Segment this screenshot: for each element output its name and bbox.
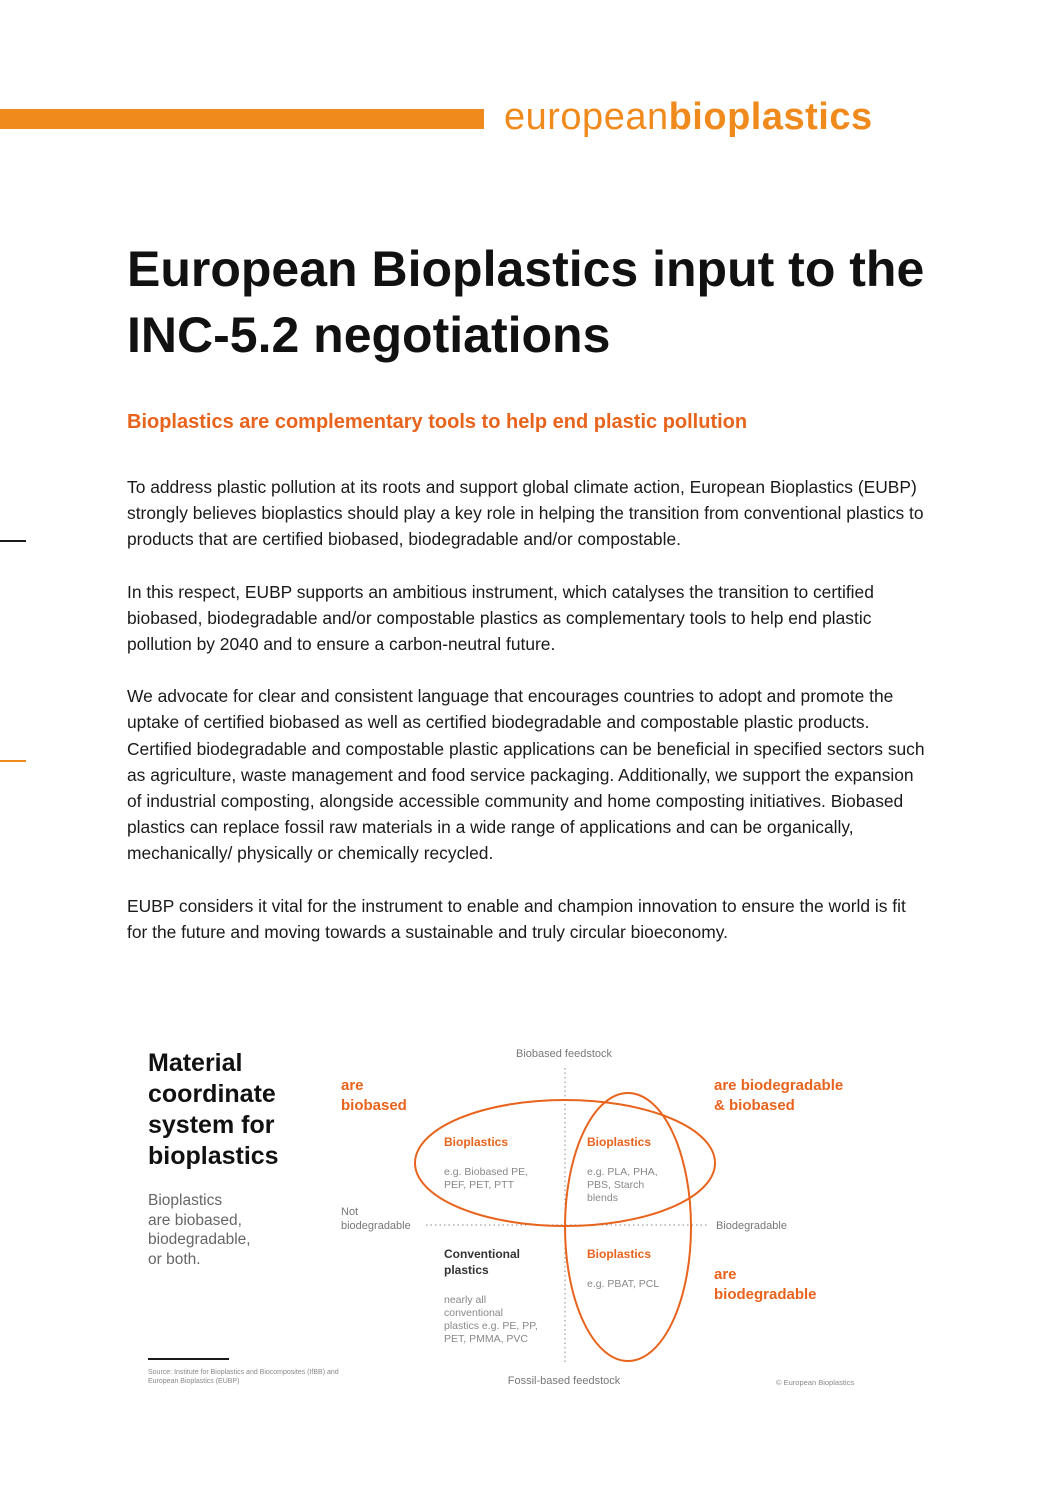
callout-biodegradable-line1: are	[714, 1266, 737, 1283]
quadrant-bottom-right-title: Bioplastics	[587, 1247, 652, 1261]
quadrant-top-right-text: PBS, Starch	[587, 1179, 645, 1191]
quadrant-bottom-left-text: plastics e.g. PE, PP,	[444, 1320, 538, 1332]
quadrant-bottom-right-text: e.g. PBAT, PCL	[587, 1278, 660, 1290]
axis-label-right: Biodegradable	[716, 1220, 787, 1232]
callout-biodegradable-line2: biodegradable	[714, 1286, 817, 1303]
paragraph: To address plastic pollution at its roots and support global climate action, European Bioplastics (EUBP) strongly believes bioplastics should play a key role in helping the transition from conventional plastics to products that are certified biobased, biodegradable and/or compostable.	[127, 477, 924, 550]
callout-both-line2: & biobased	[714, 1097, 795, 1114]
callout-biobased-line1: are	[341, 1077, 364, 1094]
quadrant-bottom-left-text: PET, PMMA, PVC	[444, 1333, 529, 1345]
callout-biobased-line2: biobased	[341, 1097, 407, 1114]
figure-description: Bioplastics are biobased, biodegradable, or both.	[148, 1192, 251, 1268]
callout-both-line1: are biodegradable	[714, 1077, 844, 1094]
quadrant-top-left-title: Bioplastics	[444, 1135, 509, 1149]
paragraph: In this respect, EUBP supports an ambitious instrument, which catalyses the transition to certified biobased, biodegradable and/or compostable plastics as complementary tools to help end plastic pollution by 2040 and to ensure a carbon-neutral future.	[127, 581, 874, 655]
axis-label-bottom: Fossil-based feedstock	[507, 1375, 621, 1387]
quadrant-top-right-text: blends	[587, 1192, 618, 1204]
quadrant-top-left-text: e.g. Biobased PE,	[444, 1166, 529, 1178]
brand-logo-bold: bioplastics	[668, 96, 873, 138]
page-subtitle: Bioplastics are complementary tools to help end plastic pollution	[127, 411, 748, 433]
paragraph: EUBP considers it vital for the instrument to enable and champion innovation to ensure the world is fit for the future and moving towards a sustainable and truly circular bioeconomy.	[127, 895, 906, 942]
brand-logo-light: european	[504, 96, 669, 138]
quadrant-bottom-left-text: conventional	[444, 1307, 503, 1319]
figure-copyright: © European Bioplastics	[776, 1378, 855, 1387]
figure-source: Source: Institute for Bioplastics and Biocomposites (IfBB) and European Bioplastics (EUBP)	[148, 1369, 339, 1385]
quadrant-bottom-left-text: nearly all	[444, 1294, 487, 1306]
page-title: European Bioplastics input to the INC-5.2 negotiations	[127, 241, 925, 363]
axis-label-top: Biobased feedstock	[515, 1048, 613, 1060]
quadrant-top-right-text: e.g. PLA, PHA,	[587, 1166, 658, 1178]
biodegradable-ellipse	[565, 1093, 691, 1361]
axis-label-left-line1: Not	[341, 1206, 359, 1218]
quadrant-bottom-left-title: plastics	[444, 1263, 489, 1277]
quadrant-top-right-title: Bioplastics	[587, 1135, 652, 1149]
quadrant-bottom-left-title: Conventional	[444, 1247, 521, 1261]
axis-label-left-line2: biodegradable	[341, 1220, 411, 1232]
quadrant-top-left-text: PEF, PET, PTT	[444, 1179, 515, 1191]
figure-title: Material coordinate system for bioplastics	[148, 1049, 279, 1170]
paragraph: We advocate for clear and consistent language that encourages countries to adopt and promote the uptake of certified biobased as well as certified biodegradable and compostable plastic products. Certified biodegradable and compostable plastic applications can be beneficial in specified sectors such as agriculture, waste management and food service packaging. Additionally, we support the expansion of industrial composting, alongside accessible community and home composting initiatives. Biobased plastics can replace fossil raw materials in a wide range of applications and can be organically, mechanically/ physically or chemically recycled.	[127, 686, 925, 864]
